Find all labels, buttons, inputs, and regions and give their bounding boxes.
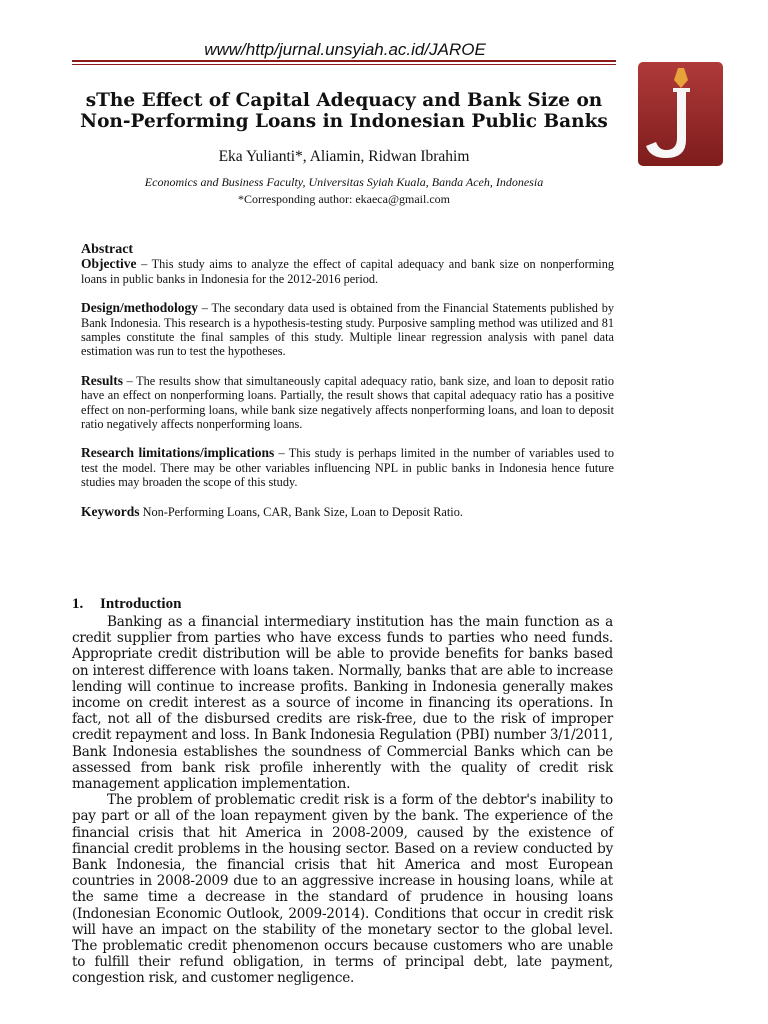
abstract-objective: Objective – This study aims to analyze the effect of capital adequacy and bank size on nonperforming loans in public banks in Indonesia for the 2012-2016 period. — [81, 256, 614, 286]
paper-affiliation: Economics and Business Faculty, Universitas Syiah Kuala, Banda Aceh, Indonesia — [144, 175, 544, 189]
introduction-body — [72, 614, 613, 987]
abstract-results: Results – The results show that simultaneously capital adequacy ratio, bank size, and loan to deposit ratio have an effect on nonperforming loans. Partially, the result shows that capital adequacy ratio has a positive effect on non-performing loans, while bank size negatively affects nonperforming loans, and loan to deposit ratio negatively affects nonperforming loans. — [81, 372, 614, 432]
abstract-section — [81, 242, 614, 519]
abstract-design: Design/methodology – The secondary data used is obtained from the Financial Statements published by Bank Indonesia. This research is a hypothesis-testing study. Purposive sampling method was utilized and 81 samples constitute the final samples of this study. Multiple linear regression analysis with panel data estimation was run to test the hypotheses. — [81, 300, 614, 359]
section-heading-introduction: 1. Introduction — [72, 596, 182, 612]
abstract-limitations: Research limitations/implications – This study is perhaps limited in the number of variables used to test the model. There may be other variables influencing NPL in public banks in Indonesia hence future studies may broaden the scope of this study. — [81, 445, 614, 490]
header-rule — [72, 60, 616, 62]
journal-url[interactable]: www/http/jurnal.unsyiah.ac.id/JAROE — [204, 40, 486, 59]
intro-paragraph: Banking as a financial intermediary institution has the main function as a credit supplier from parties who have excess funds to parties who need funds. Appropriate credit distribution will be able to provide benefits for banks based on interest difference with loans taken. Normally, banks that are able to increase lending will continue to increase profits. Banking in Indonesia generally makes income on credit interest as a source of income in financing its operations. In fact, not all of the disbursed credits are risk-free, due to the risk of improper credit repayment and loss. In Bank Indonesia Regulation (PBI) number 3/1/2011, Bank Indonesia establishes the soundness of Commercial Banks which can be assessed from bank risk profile inherently with the quality of credit risk management application implementation. — [72, 614, 613, 793]
journal-logo-icon — [638, 62, 723, 166]
paper-title: sThe Effect of Capital Adequacy and Bank Size on Non-Performing Loans in Indonesian Public Banks — [80, 90, 608, 132]
abstract-keywords: Keywords Non-Performing Loans, CAR, Bank Size, Loan to Deposit Ratio. — [81, 503, 463, 519]
intro-paragraph: The problem of problematic credit risk is a form of the debtor's inability to pay part or all of the loan repayment given by the bank. The experience of the financial crisis that hit America in 2008-2009, caused by the existence of financial credit problems in the housing sector. Based on a review conducted by Bank Indonesia, the financial crisis that hit America and most European countries in 2008-2009 due to an aggressive increase in housing loans, while at the same time a decrease in the standard of prudence in housing loans (Indonesian Economic Outlook, 2009-2014). Conditions that occur in credit risk will have an impact on the stability of the monetary sector to the global level. The problematic credit phenomenon occurs because customers who are unable to fulfill their refund obligation, in terms of principal debt, late payment, congestion risk, and customer negligence. — [72, 792, 613, 987]
abstract-heading: Abstract — [81, 242, 134, 257]
corresponding-author: *Corresponding author: ekaeca@gmail.com — [238, 192, 450, 206]
paper-authors: Eka Yulianti*, Aliamin, Ridwan Ibrahim — [218, 148, 470, 165]
header-rule-thin — [72, 64, 616, 65]
